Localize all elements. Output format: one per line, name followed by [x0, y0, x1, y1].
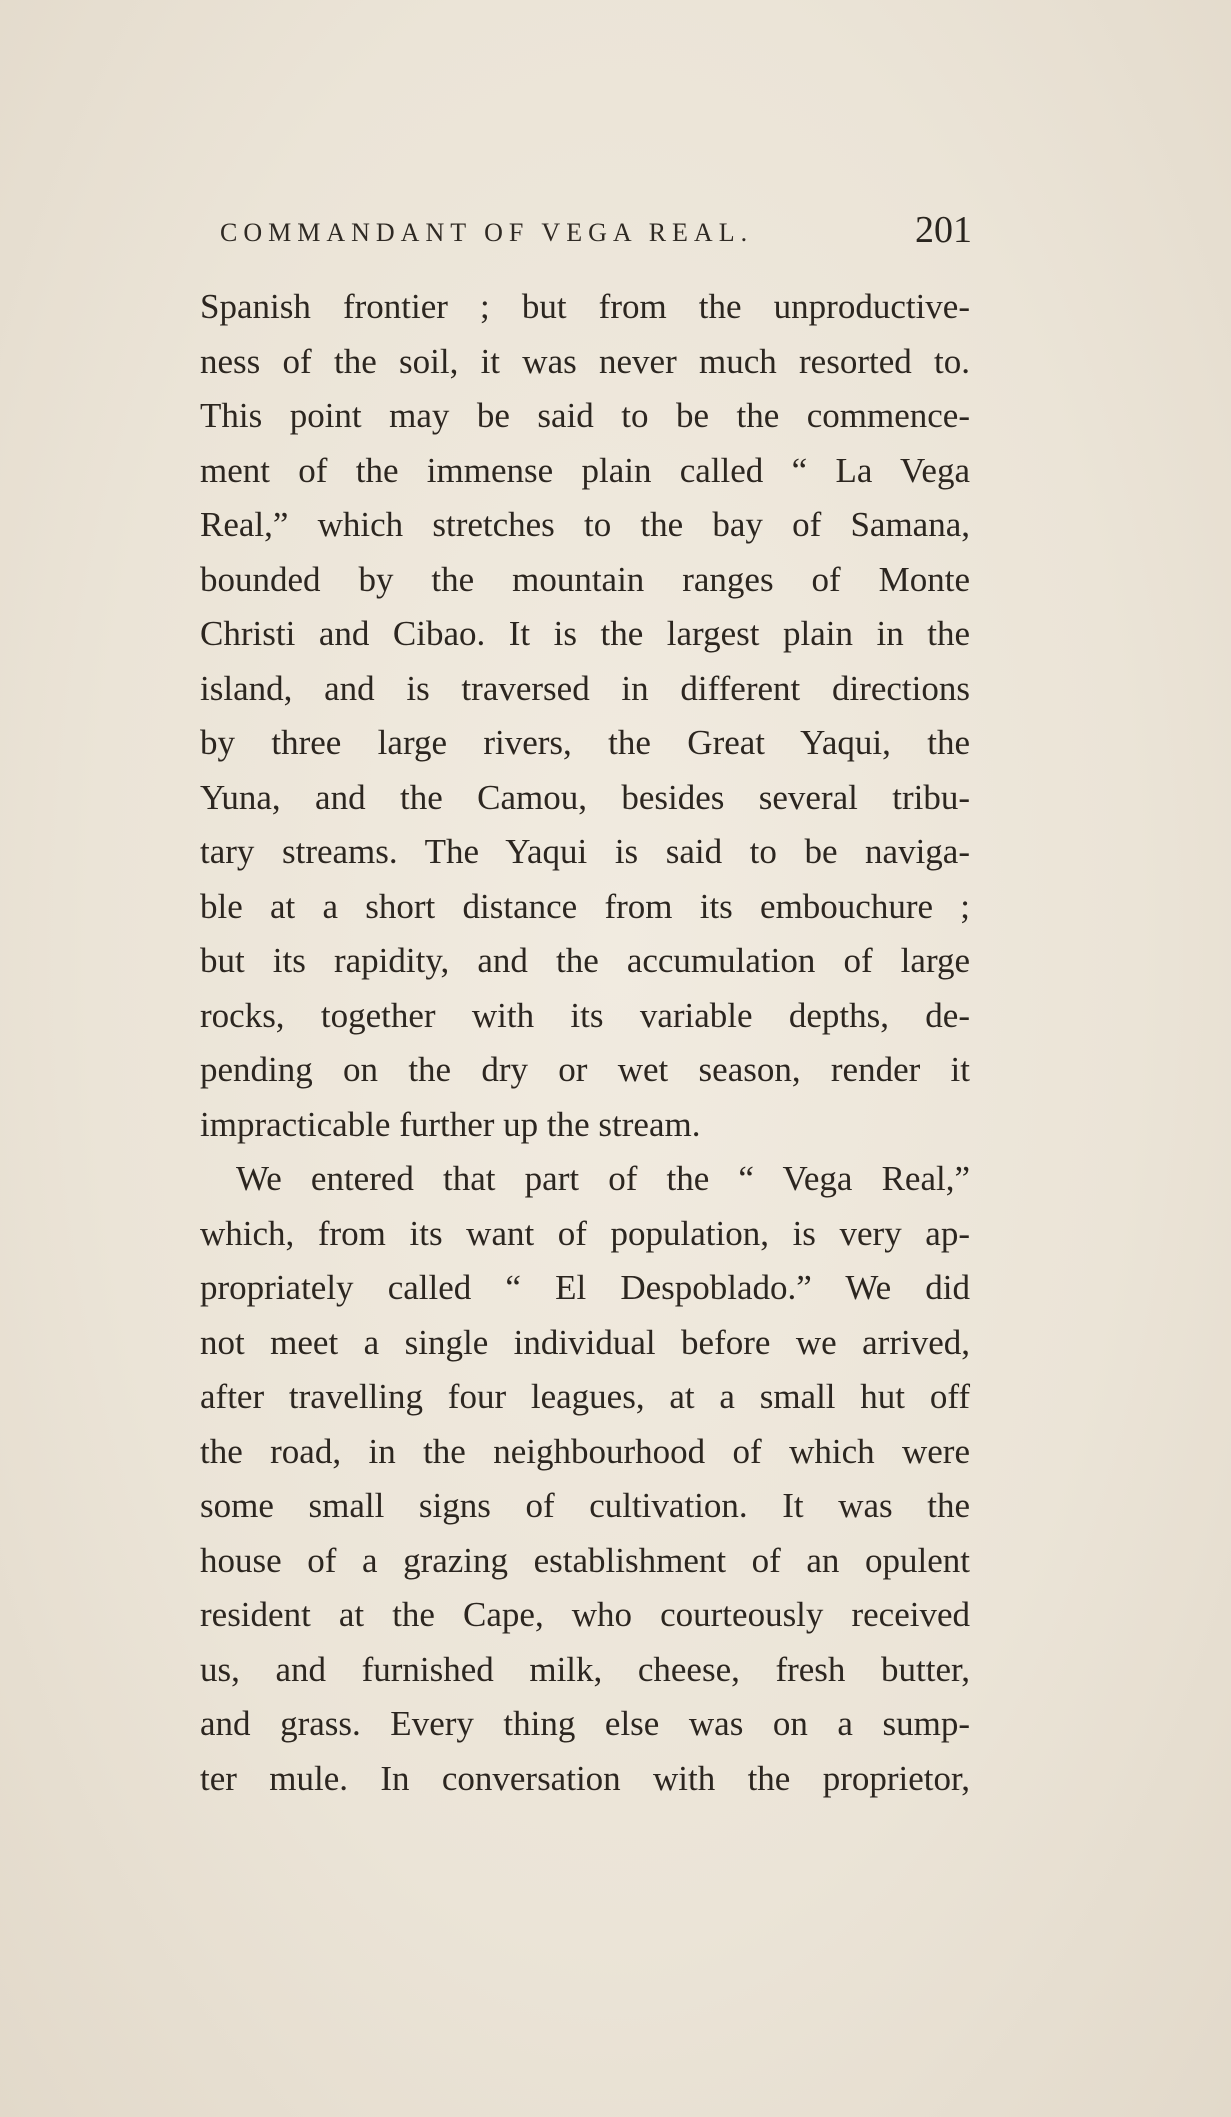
text-line: Christi and Cibao. It is the largest plain in the: [200, 614, 970, 653]
text-line: after travelling four leagues, at a small hut off: [200, 1377, 970, 1416]
text-line: bounded by the mountain ranges of Monte: [200, 559, 970, 599]
text-line: us, and furnished milk, cheese, fresh butter,: [200, 1649, 970, 1689]
text-line: ment of the immense plain called “ La Vega: [200, 450, 970, 490]
text-line: pending on the dry or wet season, render it: [200, 1050, 970, 1089]
text-line: Real,” which stretches to the bay of Samana,: [200, 505, 970, 544]
text-line: the road, in the neighbourhood of which were: [200, 1431, 970, 1471]
running-title: COMMANDANT OF VEGA REAL.: [220, 218, 754, 247]
text-line: resident at the Cape, who courteously received: [200, 1595, 970, 1634]
text-line: not meet a single individual before we arrived,: [200, 1322, 970, 1362]
text-line: island, and is traversed in different directions: [200, 668, 970, 708]
text-line: rocks, together with its variable depths, de-: [200, 995, 970, 1035]
text-line: We entered that part of the “ Vega Real,”: [236, 1159, 970, 1198]
text-line: This point may be said to be the commence-: [200, 396, 970, 435]
text-line: but its rapidity, and the accumulation of large: [200, 941, 970, 980]
text-line: and grass. Every thing else was on a sump-: [200, 1704, 970, 1743]
text-line: house of a grazing establishment of an opulent: [200, 1540, 970, 1580]
body-text: [200, 280, 970, 1806]
page-number: 201: [915, 209, 972, 251]
text-line: tary streams. The Yaqui is said to be naviga-: [200, 832, 970, 871]
text-line: ness of the soil, it was never much resorted to.: [200, 341, 970, 381]
text-line: Spanish frontier ; but from the unproductive-: [200, 287, 970, 326]
text-line: some small signs of cultivation. It was the: [200, 1486, 970, 1525]
text-line: ble at a short distance from its embouchure ;: [200, 886, 970, 926]
text-line: Yuna, and the Camou, besides several tribu-: [200, 777, 970, 817]
text-line: which, from its want of population, is very ap-: [200, 1213, 970, 1253]
page-header: [200, 208, 972, 258]
text-line: impracticable further up the stream.: [200, 1104, 701, 1144]
text-line: by three large rivers, the Great Yaqui, the: [200, 723, 970, 762]
text-line: propriately called “ El Despoblado.” We did: [200, 1268, 970, 1307]
text-line: ter mule. In conversation with the proprietor,: [200, 1758, 970, 1798]
